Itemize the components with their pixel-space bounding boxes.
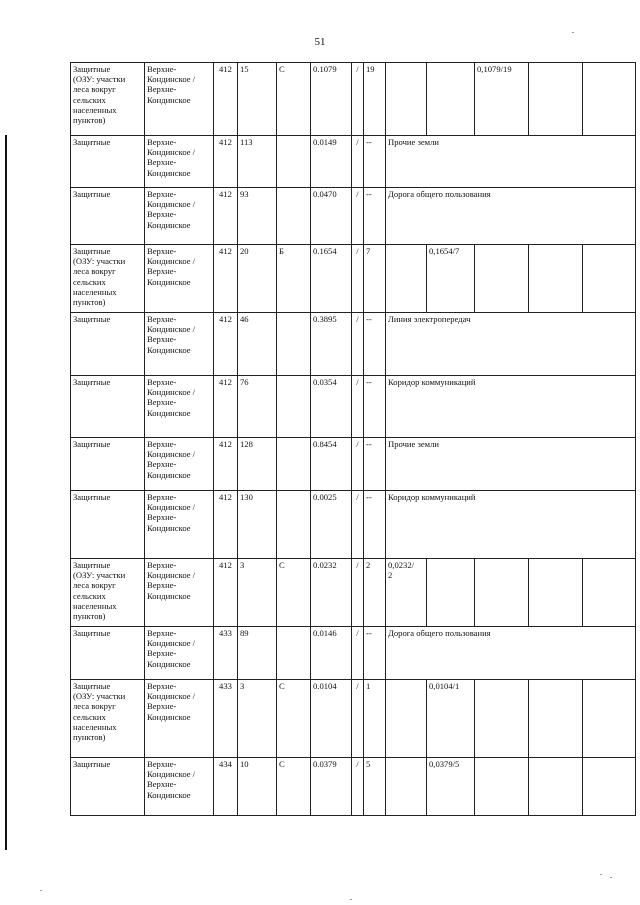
letter-cell <box>277 188 311 245</box>
protection-category-cell: Защитные (ОЗУ: участки леса вокруг сельских населенных пунктов) <box>71 680 145 758</box>
scan-speck <box>350 899 352 900</box>
kvartal-cell: 412 <box>214 438 238 491</box>
vydel-cell: 3 <box>238 559 277 627</box>
protection-category-cell: Защитные (ОЗУ: участки леса вокруг сельских населенных пунктов) <box>71 245 145 313</box>
slash-cell: / <box>352 136 364 188</box>
vydel-cell: 113 <box>238 136 277 188</box>
value-cell: 0,1654/7 <box>427 245 475 313</box>
protection-category-cell: Защитные (ОЗУ: участки леса вокруг сельских населенных пунктов) <box>71 559 145 627</box>
kvartal-cell: 433 <box>214 627 238 680</box>
forestry-cell: Верхне- Кондинское / Верхне- Кондинское <box>145 313 214 376</box>
letter-cell <box>277 491 311 559</box>
forestry-cell: Верхне- Кондинское / Верхне- Кондинское <box>145 559 214 627</box>
number-cell: -- <box>364 376 386 438</box>
land-type-note-cell: Коридор коммуникаций <box>386 376 636 438</box>
table-row <box>71 63 636 136</box>
value-cell <box>386 63 427 136</box>
number-cell: 19 <box>364 63 386 136</box>
table-row <box>71 680 636 758</box>
area-cell: 0.0379 <box>311 758 352 816</box>
letter-cell: С <box>277 758 311 816</box>
value-cell <box>475 758 529 816</box>
forest-plot-table <box>70 62 636 816</box>
value-cell: 0,0232/ 2 <box>386 559 427 627</box>
land-type-note-cell: Прочие земли <box>386 136 636 188</box>
forestry-cell: Верхне- Кондинское / Верхне- Кондинское <box>145 680 214 758</box>
table-row <box>71 136 636 188</box>
area-cell: 0.0149 <box>311 136 352 188</box>
forestry-cell: Верхне- Кондинское / Верхне- Кондинское <box>145 245 214 313</box>
land-type-note-cell: Коридор коммуникаций <box>386 491 636 559</box>
scan-speck <box>610 877 612 878</box>
kvartal-cell: 412 <box>214 559 238 627</box>
vydel-cell: 130 <box>238 491 277 559</box>
number-cell: -- <box>364 136 386 188</box>
number-cell: 7 <box>364 245 386 313</box>
slash-cell: / <box>352 438 364 491</box>
letter-cell <box>277 136 311 188</box>
value-cell <box>386 680 427 758</box>
forestry-cell: Верхне- Кондинское / Верхне- Кондинское <box>145 627 214 680</box>
value-cell <box>583 758 636 816</box>
number-cell: 1 <box>364 680 386 758</box>
forestry-cell: Верхне- Кондинское / Верхне- Кондинское <box>145 136 214 188</box>
area-cell: 0.8454 <box>311 438 352 491</box>
vydel-cell: 15 <box>238 63 277 136</box>
area-cell: 0.0146 <box>311 627 352 680</box>
value-cell <box>475 559 529 627</box>
table-row <box>71 491 636 559</box>
kvartal-cell: 434 <box>214 758 238 816</box>
value-cell <box>427 63 475 136</box>
protection-category-cell: Защитные (ОЗУ: участки леса вокруг сельских населенных пунктов) <box>71 63 145 136</box>
slash-cell: / <box>352 680 364 758</box>
value-cell <box>583 245 636 313</box>
area-cell: 0.0470 <box>311 188 352 245</box>
forestry-cell: Верхне- Кондинское / Верхне- Кондинское <box>145 758 214 816</box>
area-cell: 0.1079 <box>311 63 352 136</box>
forestry-cell: Верхне- Кондинское / Верхне- Кондинское <box>145 188 214 245</box>
letter-cell <box>277 627 311 680</box>
protection-category-cell: Защитные <box>71 188 145 245</box>
kvartal-cell: 433 <box>214 680 238 758</box>
vydel-cell: 46 <box>238 313 277 376</box>
vydel-cell: 128 <box>238 438 277 491</box>
area-cell: 0.1654 <box>311 245 352 313</box>
value-cell <box>529 245 583 313</box>
land-type-note-cell: Линия электропередач <box>386 313 636 376</box>
value-cell <box>427 559 475 627</box>
number-cell: -- <box>364 188 386 245</box>
letter-cell <box>277 438 311 491</box>
value-cell <box>583 559 636 627</box>
slash-cell: / <box>352 376 364 438</box>
scan-speck <box>600 874 602 875</box>
slash-cell: / <box>352 63 364 136</box>
kvartal-cell: 412 <box>214 136 238 188</box>
area-cell: 0.0025 <box>311 491 352 559</box>
binding-margin-line <box>5 135 7 850</box>
value-cell <box>475 680 529 758</box>
kvartal-cell: 412 <box>214 376 238 438</box>
slash-cell: / <box>352 758 364 816</box>
area-cell: 0.3895 <box>311 313 352 376</box>
slash-cell: / <box>352 188 364 245</box>
table-row <box>71 627 636 680</box>
forestry-cell: Верхне- Кондинское / Верхне- Кондинское <box>145 491 214 559</box>
forestry-cell: Верхне- Кондинское / Верхне- Кондинское <box>145 376 214 438</box>
page-number: 51 <box>314 36 326 48</box>
value-cell: 0,0379/5 <box>427 758 475 816</box>
area-cell: 0.0354 <box>311 376 352 438</box>
area-cell: 0.0232 <box>311 559 352 627</box>
protection-category-cell: Защитные <box>71 627 145 680</box>
number-cell: -- <box>364 313 386 376</box>
letter-cell: С <box>277 63 311 136</box>
value-cell <box>529 758 583 816</box>
kvartal-cell: 412 <box>214 313 238 376</box>
table-row <box>71 559 636 627</box>
slash-cell: / <box>352 559 364 627</box>
table-row <box>71 438 636 491</box>
number-cell: -- <box>364 627 386 680</box>
value-cell: 0,0104/1 <box>427 680 475 758</box>
slash-cell: / <box>352 627 364 680</box>
letter-cell: С <box>277 680 311 758</box>
protection-category-cell: Защитные <box>71 438 145 491</box>
table-row <box>71 188 636 245</box>
vydel-cell: 93 <box>238 188 277 245</box>
protection-category-cell: Защитные <box>71 136 145 188</box>
vydel-cell: 76 <box>238 376 277 438</box>
value-cell <box>529 63 583 136</box>
scan-speck <box>40 890 42 891</box>
slash-cell: / <box>352 491 364 559</box>
vydel-cell: 3 <box>238 680 277 758</box>
land-type-note-cell: Прочие земли <box>386 438 636 491</box>
value-cell <box>386 245 427 313</box>
value-cell <box>583 63 636 136</box>
table-body <box>71 63 636 816</box>
value-cell <box>386 758 427 816</box>
letter-cell <box>277 313 311 376</box>
protection-category-cell: Защитные <box>71 313 145 376</box>
slash-cell: / <box>352 313 364 376</box>
land-type-note-cell: Дорога общего пользования <box>386 188 636 245</box>
vydel-cell: 20 <box>238 245 277 313</box>
kvartal-cell: 412 <box>214 63 238 136</box>
kvartal-cell: 412 <box>214 245 238 313</box>
letter-cell: С <box>277 559 311 627</box>
kvartal-cell: 412 <box>214 491 238 559</box>
protection-category-cell: Защитные <box>71 491 145 559</box>
number-cell: -- <box>364 491 386 559</box>
protection-category-cell: Защитные <box>71 376 145 438</box>
area-cell: 0.0104 <box>311 680 352 758</box>
value-cell <box>583 680 636 758</box>
value-cell: 0,1079/19 <box>475 63 529 136</box>
table-row <box>71 758 636 816</box>
land-type-note-cell: Дорога общего пользования <box>386 627 636 680</box>
table-row <box>71 245 636 313</box>
forestry-cell: Верхне- Кондинское / Верхне- Кондинское <box>145 63 214 136</box>
number-cell: -- <box>364 438 386 491</box>
number-cell: 5 <box>364 758 386 816</box>
value-cell <box>529 680 583 758</box>
vydel-cell: 10 <box>238 758 277 816</box>
protection-category-cell: Защитные <box>71 758 145 816</box>
value-cell <box>529 559 583 627</box>
value-cell <box>475 245 529 313</box>
number-cell: 2 <box>364 559 386 627</box>
table-row <box>71 313 636 376</box>
slash-cell: / <box>352 245 364 313</box>
table-row <box>71 376 636 438</box>
letter-cell: Б <box>277 245 311 313</box>
forestry-cell: Верхне- Кондинское / Верхне- Кондинское <box>145 438 214 491</box>
vydel-cell: 89 <box>238 627 277 680</box>
letter-cell <box>277 376 311 438</box>
scan-speck <box>572 32 574 33</box>
kvartal-cell: 412 <box>214 188 238 245</box>
